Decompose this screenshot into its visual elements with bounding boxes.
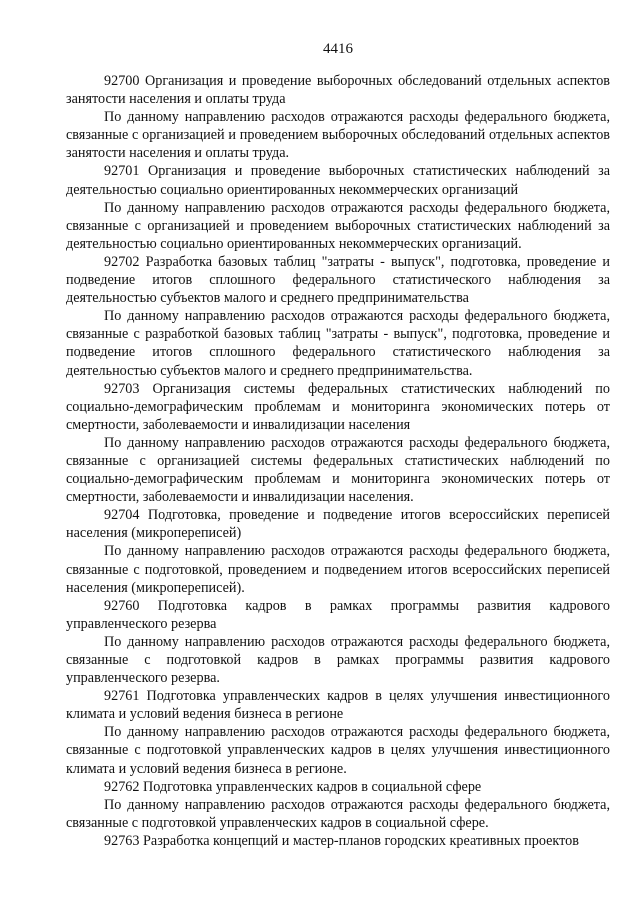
document-body: [66, 72, 610, 850]
section-heading-92763: 92763 Разработка концепций и мастер-планов городских креативных проектов: [104, 832, 579, 849]
section-heading-92761: 92761 Подготовка управленческих кадров в целях улучшения инвестиционного климата и условий ведения бизнеса в регионе: [66, 688, 610, 723]
section-text-92760: По данному направлению расходов отражаются расходы федерального бюджета, связанные с подготовкой кадров в рамках программы развития кадрового управленческого резерва.: [66, 633, 610, 687]
section-text-92703: По данному направлению расходов отражаются расходы федерального бюджета, связанные с организацией системы федеральных статистических наблюдений по социально-демографическим проблемам и мониторинга экономических потерь от смертности, заболеваемости и инвалидизации населения.: [66, 434, 610, 506]
section-text-92761: По данному направлению расходов отражаются расходы федерального бюджета, связанные с подготовкой управленческих кадров в целях улучшения инвестиционного климата и условий ведения бизнеса в регионе.: [66, 724, 610, 777]
section-heading-92760: 92760 Подготовка кадров в рамках программы развития кадрового управленческого резерва: [66, 597, 610, 632]
section-text-92704: По данному направлению расходов отражаются расходы федерального бюджета, связанные с подготовкой, проведением и подведением итогов всероссийских переписей населения (микропереписей).: [66, 543, 610, 596]
section-heading-92701: 92701 Организация и проведение выборочных статистических наблюдений за деятельностью социально ориентированных некоммерческих организаций: [66, 163, 610, 198]
section-heading-92703: 92703 Организация системы федеральных статистических наблюдений по социально-демографическим проблемам и мониторинга экономических потерь от смертности, заболеваемости и инвалидизации населения: [66, 380, 610, 433]
section-text-92762: По данному направлению расходов отражаются расходы федерального бюджета, связанные с подготовкой управленческих кадров в социальной сфере.: [66, 796, 610, 831]
section-heading-92702: 92702 Разработка базовых таблиц "затраты - выпуск", подготовка, проведение и подведение итогов сплошного федерального статистического наблюдения за деятельностью субъектов малого и среднего предпринимательства: [66, 253, 610, 307]
section-text-92701: По данному направлению расходов отражаются расходы федерального бюджета, связанные с организацией и проведением выборочных статистических наблюдений за деятельностью социально ориентированных некоммерческих организаций.: [66, 199, 610, 252]
page-number: 4416: [323, 41, 353, 57]
section-heading-92700: 92700 Организация и проведение выборочных обследований отдельных аспектов занятости населения и оплаты труда: [66, 73, 610, 108]
section-heading-92762: 92762 Подготовка управленческих кадров в социальной сфере: [104, 778, 482, 795]
section-text-92702: По данному направлению расходов отражаются расходы федерального бюджета, связанные с разработкой базовых таблиц "затраты - выпуск", подготовка, проведение и подведение итогов сплошного федерального статистического наблюдения за деятельностью субъектов малого и среднего предпринимательства.: [66, 308, 610, 379]
section-text-92700: По данному направлению расходов отражаются расходы федерального бюджета, связанные с организацией и проведением выборочных обследований отдельных аспектов занятости населения и оплаты труда.: [66, 109, 610, 162]
section-heading-92704: 92704 Подготовка, проведение и подведение итогов всероссийских переписей населения (микропереписей): [66, 507, 610, 542]
